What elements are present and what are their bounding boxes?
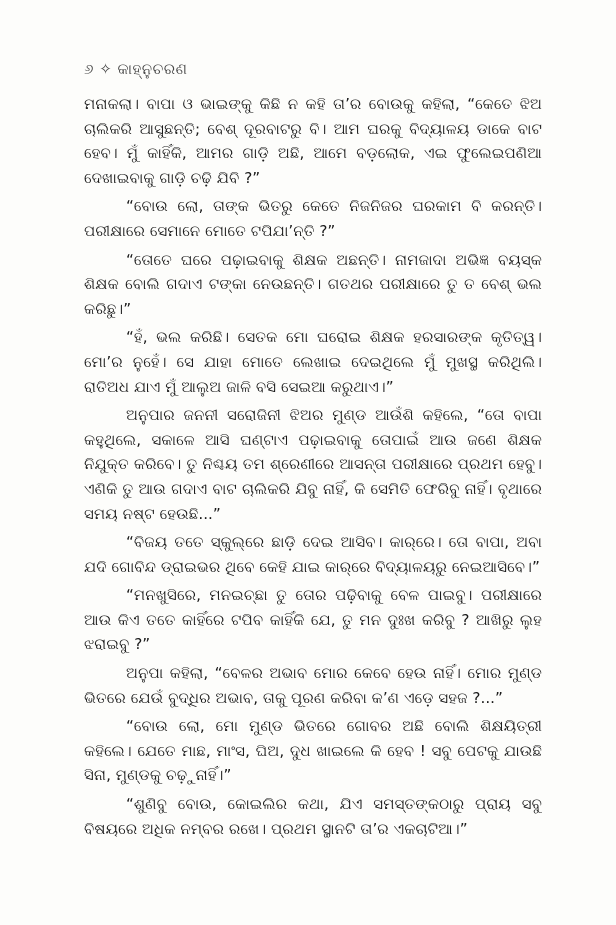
paragraph-3: “ତୋତେ ଘରେ ପଢ଼ାଇବାକୁ ଶିକ୍ଷକ ଅଛନ୍ତି। ନାମଜାଦା ଅଭିଜ୍ଞ ବୟସ୍କ ଶିକ୍ଷକ ବୋଲି ଗଦାଏ ଟଙ୍କା ନେଉଛନ୍ତି। ଗତଥର ପରୀକ୍ଷାରେ ତୁ ତ ବେଶ୍ ଭଲ କରିଛୁ।”: [84, 250, 542, 318]
paragraph-5: ଅନୁପାର ଜନନୀ ସରୋଜିନୀ ଝିଅର ମୁଣ୍ଡ ଆଉଁଶି କହିଲେ, “ତୋ ବାପା କହୁଥିଲେ, ସକାଳେ ଆସି ଘଣ୍ଟାଏ ପଢ଼ାଇବାକୁ ତୋପାଇଁ ଆଉ ଜଣେ ଶିକ୍ଷକ ନିଯୁକ୍ତ କରିବେ। ତୁ ନିଶ୍ଚୟ ତମ ଶ୍ରେଣୀରେ ଆସନ୍ତା ପରୀକ୍ଷାରେ ପ୍ରଥମ ହେବୁ। ଏଣିକି ତୁ ଆଉ ଗଦାଏ ବାଟ ଚାଲିକରି ଯିବୁ ନାହିଁ, କି ସେମିତି ଫେରିବୁ ନାହିଁ। ବୃଥାରେ ସମୟ ନଷ୍ଟ ହେଉଛି...”: [84, 406, 542, 523]
running-header: ୬ ✧ କାହ୍ନୁଚରଣ: [84, 60, 188, 78]
paragraph-2: “ବୋଉ ଲୋ, ତାଙ୍କ ଭିତରୁ କେତେ ନିଜନିଜର ଘରକାମ ବି କରନ୍ତି। ପରୀକ୍ଷାରେ ସେମାନେ ମୋତେ ଟପିଯା’ନ୍ତି ?”: [84, 197, 542, 240]
paragraph-10: “ଶୁଣିବୁ ବୋଉ, କୋଇଲିର କଥା, ଯିଏ ସମସ୍ତଙ୍କଠାରୁ ପ୍ରାୟ ସବୁ ବିଷୟରେ ଅଧିକ ନମ୍ବର ରଖେ। ପ୍ରଥମ ସ୍ଥାନଟି ତା’ର ଏକଚାଟିଆ।”: [84, 795, 542, 838]
paragraph-8: ଅନୁପା କହିଲା, “ବେଳର ଅଭାବ ମୋର କେବେ ହେଉ ନାହିଁ। ମୋର ମୁଣ୍ଡ ଭିତରେ ଯେଉଁ ବୁଦ୍ଧିର ଅଭାବ, ତାକୁ ପୂରଣ କରିବା କ’ଣ ଏଡ଼େ ସହଜ ?...”: [84, 664, 542, 707]
paragraph-4: “ହଁ, ଭଲ କରିଛି। ସେତକ ମୋ ଘରୋଇ ଶିକ୍ଷକ ହରସାରଙ୍କ କୃତିତ୍ୱ। ମୋ’ର ନୁହେଁ। ସେ ଯାହା ମୋତେ ଲେଖାଇ ଦେଇଥିଲେ ମୁଁ ମୁଖସ୍ଥ କରିଥିଲି। ରାତିଅଧ ଯାଏ ମୁଁ ଆଲୁଅ ଜାଳି ବସି ସେଇଆ କରୁଥାଏ।”: [84, 328, 542, 396]
paragraph-6: “ବିଜୟ ତତେ ସ୍କୁଲ୍‌ରେ ଛାଡ଼ି ଦେଇ ଆସିବ। କାର୍‌ରେ। ତୋ ବାପା, ଅବା ଯଦି ଗୋବିନ୍ଦ ଡ୍ରାଇଭର ଥିବେ କେହି ଯାଇ କାର୍‌ରେ ବିଦ୍ୟାଳୟରୁ ନେଇଆସିବେ।”: [84, 533, 542, 576]
paragraph-9: “ବୋଉ ଲୋ, ମୋ ମୁଣ୍ଡ ଭିତରେ ଗୋବର ଅଛି ବୋଲି ଶିକ୍ଷୟିତ୍ରୀ କହିଲେ। ଯେତେ ମାଛ, ମାଂସ, ଘିଅ, ଦୁଧ ଖାଇଲେ କି ହେବ ! ସବୁ ପେଟକୁ ଯାଉଛି ସିନା, ମୁଣ୍ଡକୁ ଚଢ଼ୁନାହିଁ।”: [84, 717, 542, 785]
page-body: [84, 92, 542, 845]
paragraph-1: ମନାକଲା। ବାପା ଓ ଭାଇଙ୍କୁ କିଛି ନ କହି ତା’ର ବୋଉକୁ କହିଲା, “କେତେ ଝିଅ ଚାଲିକରି ଆସୁଛନ୍ତି; ବେଶ୍ ଦୂରବାଟରୁ ବି। ଆମ ଘରକୁ ବିଦ୍ୟାଳୟ ଡାକେ ବାଟ ହେବ। ମୁଁ କାହିଁକି, ଆମର ଗାଡ଼ି ଅଛି, ଆମେ ବଡ଼ଲୋକ, ଏଇ ଫୁଲେଇପଣିଆ ଦେଖାଇବାକୁ ଗାଡ଼ି ଚଢ଼ି ଯିବି ?”: [84, 95, 542, 187]
paragraph-7: “ମନଖୁସିରେ, ମନଇଚ୍ଛା ତୁ ତୋର ପଢ଼ିବାକୁ ବେଳ ପାଇବୁ। ପରୀକ୍ଷାରେ ଆଉ କିଏ ତତେ କାହିଁରେ ଟପିବ କାହିଁକି ଯେ, ତୁ ମନ ଦୁଃଖ କରିବୁ ? ଆଖିରୁ ଲୁହ ଝରାଇବୁ ?”: [84, 586, 542, 654]
